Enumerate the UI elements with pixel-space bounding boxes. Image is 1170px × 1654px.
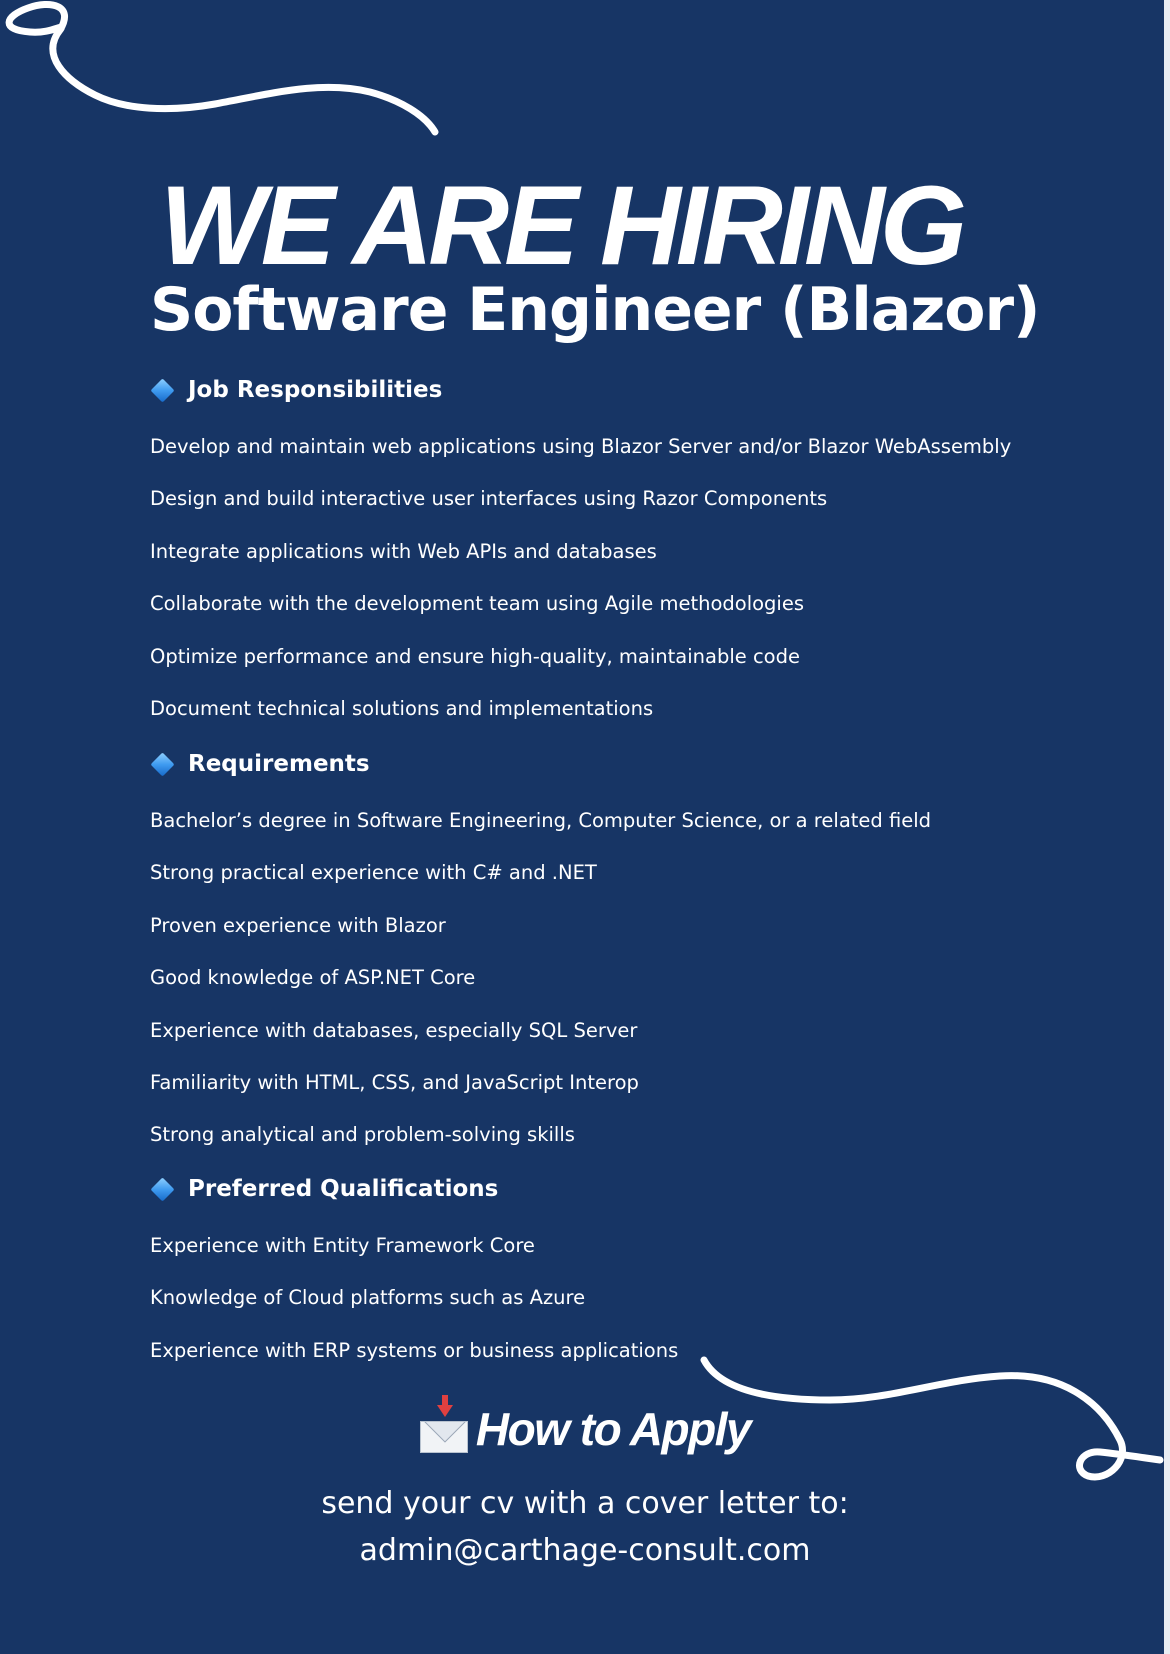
section-preferred-qualifications <box>150 1174 1010 1377</box>
section-header <box>150 749 1010 779</box>
list-item: Good knowledge of ASP.NET Core <box>150 966 476 990</box>
list-item: Optimize performance and ensure high-quality, maintainable code <box>150 644 800 668</box>
blue-diamond-icon <box>150 1177 174 1201</box>
list-item: Document technical solutions and implementations <box>150 696 654 720</box>
section-title: Requirements <box>188 751 370 777</box>
list-item: Experience with databases, especially SQL Server <box>150 1018 638 1042</box>
how-to-apply-heading <box>0 1402 1170 1456</box>
contact-email[interactable]: admin@carthage-consult.com <box>359 1533 811 1568</box>
list-item: Knowledge of Cloud platforms such as Azure <box>150 1286 586 1310</box>
section-title: Preferred Qualifications <box>188 1176 499 1202</box>
list-item: Collaborate with the development team using Agile methodologies <box>150 592 804 616</box>
requirements-list <box>150 795 1010 1162</box>
section-job-responsibilities <box>150 375 1010 735</box>
hiring-headline: WE ARE HIRING <box>160 163 962 288</box>
list-item: Develop and maintain web applications using Blazor Server and/or Blazor WebAssembly <box>150 435 1012 458</box>
list-item: Experience with ERP systems or business applications <box>150 1338 679 1362</box>
job-title: Software Engineer (Blazor) <box>150 275 1040 345</box>
apply-instruction: send your cv with a cover letter to: <box>321 1486 849 1521</box>
list-item: Strong practical experience with C# and .NET <box>150 861 597 885</box>
preferred-qualifications-list <box>150 1220 1010 1377</box>
list-item: Design and build interactive user interfaces using Razor Components <box>150 487 828 511</box>
responsibilities-list <box>150 421 1010 735</box>
section-requirements <box>150 749 1010 1162</box>
blue-diamond-icon <box>150 378 174 402</box>
list-item: Familiarity with HTML, CSS, and JavaScript Interop <box>150 1070 639 1094</box>
list-item: Bachelor’s degree in Software Engineering, Computer Science, or a related field <box>150 809 932 832</box>
section-title: Job Responsibilities <box>188 377 443 403</box>
section-header <box>150 1174 1010 1204</box>
decorative-swirl-top <box>0 0 450 150</box>
envelope-with-arrow-icon <box>420 1415 470 1453</box>
list-item: Experience with Entity Framework Core <box>150 1234 535 1257</box>
list-item: Integrate applications with Web APIs and databases <box>150 539 657 563</box>
how-to-apply-title: How to Apply <box>475 1403 751 1455</box>
list-item: Strong analytical and problem-solving skills <box>150 1123 575 1147</box>
section-header <box>150 375 1010 405</box>
blue-diamond-icon <box>150 752 174 776</box>
list-item: Proven experience with Blazor <box>150 913 446 937</box>
